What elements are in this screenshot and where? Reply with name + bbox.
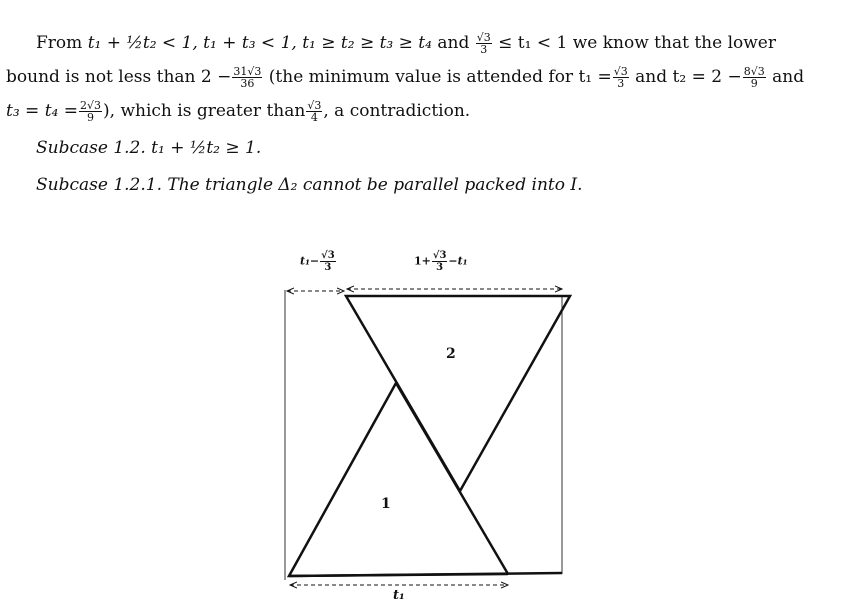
fraction-denominator: 3 (436, 262, 444, 273)
subcase-1-2-1-label: Subcase 1.2.1. (36, 175, 162, 195)
fraction-denominator: 3 (480, 43, 488, 56)
line1-text-a: From (36, 33, 88, 53)
top-left-label-pre: t₁− (300, 254, 320, 268)
triangle-2-label: 2 (446, 346, 456, 362)
fraction-numerator: √3 (307, 99, 322, 112)
triangle-1-label: 1 (381, 496, 391, 512)
fraction-numerator: 2√3 (80, 99, 102, 112)
top-right-fraction (432, 250, 448, 273)
triangle-1-right-side (396, 383, 508, 574)
triangle-2 (346, 296, 570, 491)
fraction-numerator: √3 (476, 31, 491, 44)
line3-text-c: , a contradiction. (323, 101, 471, 121)
fraction-denominator: 3 (617, 77, 625, 90)
fraction-denominator: 9 (87, 111, 94, 124)
top-right-label-pre: 1+ (414, 254, 431, 268)
fraction-numerator: 8√3 (743, 65, 765, 78)
line2-text-d: and (766, 67, 805, 87)
line3-text-b: ), which is greater than (103, 101, 306, 121)
subcase-1-2-label: Subcase 1.2. (36, 138, 146, 158)
fraction-numerator: √3 (432, 250, 447, 261)
fraction-denominator: 4 (310, 111, 318, 124)
fraction-denominator: 36 (240, 77, 255, 90)
line3-text-a: t₃ = t₄ = (6, 101, 78, 121)
subcase-1-2-1-text: The triangle Δ₂ cannot be parallel packed into I. (161, 175, 583, 195)
fraction-numerator: 31√3 (233, 65, 262, 78)
line2-text-b: (the minimum value is attended for t₁ = (263, 67, 612, 87)
bottom-edge (289, 573, 562, 576)
subcase-1-2-condition: t₁ + ½t₂ ≥ 1. (145, 138, 262, 158)
top-right-dimension-label (414, 250, 468, 273)
fraction-denominator: 3 (324, 262, 332, 273)
line1-conditions: t₁ + ½t₂ < 1, t₁ + t₃ < 1, t₁ ≥ t₂ ≥ t₃ ≥ t₄ (87, 33, 432, 53)
line2-text-c: and t₂ = 2 − (629, 67, 742, 87)
top-right-label-post: −t₁ (448, 254, 468, 268)
line1-and: and (431, 33, 475, 53)
triangle-1 (289, 383, 508, 576)
top-left-fraction (320, 250, 336, 273)
bottom-dimension-label: t₁ (393, 588, 405, 603)
fraction-numerator: √3 (321, 250, 335, 261)
top-left-dimension-label (300, 250, 337, 273)
fraction-numerator: √3 (613, 65, 628, 78)
line1-text-b: ≤ t₁ < 1 we know that the lower (492, 33, 776, 53)
fraction-denominator: 9 (750, 77, 758, 90)
line2-text-a: bound is not less than 2 − (6, 67, 232, 87)
